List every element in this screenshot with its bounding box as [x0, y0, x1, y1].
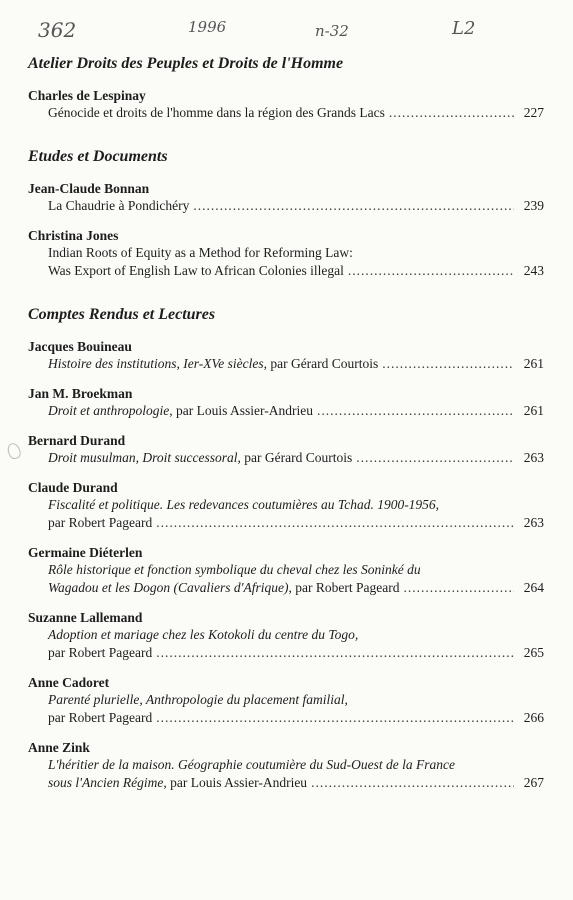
- entry-title-text: [48, 514, 152, 532]
- work-title: Parenté plurielle, Anthropologie du placement familial,: [48, 692, 348, 707]
- page-number: 267: [523, 775, 544, 790]
- entry-title-line: [28, 197, 544, 215]
- entry-text: , par Robert Pageard: [288, 580, 400, 595]
- dot-leader: [156, 709, 514, 727]
- entry-title-line: [28, 496, 544, 514]
- page-number: 261: [523, 356, 544, 371]
- entry-title-text: [48, 757, 455, 772]
- work-title: Droit musulman, Droit successoral: [48, 450, 238, 465]
- entry-author: Jan M. Broekman: [28, 386, 133, 401]
- entry-title-line: [28, 104, 544, 122]
- toc-entry: [28, 87, 544, 122]
- entry-text: par Robert Pageard: [48, 645, 153, 660]
- entry-title-text: [48, 562, 421, 577]
- toc-entry: [28, 227, 544, 280]
- entry-title-text: [48, 104, 385, 122]
- work-title: sous l'Ancien Régime: [48, 775, 164, 790]
- page-number: 243: [523, 263, 544, 278]
- section-title: Etudes et Documents: [28, 148, 168, 165]
- entry-title-line: [28, 691, 544, 709]
- entry-author: Claude Durand: [28, 480, 118, 495]
- entry-text: , par Louis Assier-Andrieu: [163, 775, 308, 790]
- page-number: 266: [523, 710, 544, 725]
- dot-leader: [389, 104, 514, 122]
- pencil-mark: [6, 441, 23, 460]
- handwritten-note: n-32: [315, 22, 349, 40]
- entry-title-line: [28, 579, 544, 597]
- entry-author: Jacques Bouineau: [28, 339, 132, 354]
- page-number: 227: [523, 105, 544, 120]
- toc-entry: [28, 544, 544, 597]
- work-title: Adoption et mariage chez les Kotokoli du centre du Togo,: [48, 627, 359, 642]
- table-of-contents: [24, 55, 544, 818]
- entry-title-line: [28, 626, 544, 644]
- dot-leader: [403, 579, 514, 597]
- entry-title-text: [48, 774, 307, 792]
- handwritten-note: L2: [452, 18, 476, 39]
- entry-author: Christina Jones: [28, 228, 119, 243]
- work-title: Fiscalité et politique. Les redevances coutumières au Tchad. 1900-1956,: [48, 497, 440, 512]
- page-number: 263: [523, 450, 544, 465]
- entry-title-text: [48, 197, 189, 215]
- entry-text: , par Gérard Courtois: [263, 356, 379, 371]
- dot-leader: [193, 197, 514, 215]
- entry-title-text: [48, 709, 152, 727]
- entry-title-line: [28, 449, 544, 467]
- page-number: 265: [523, 645, 544, 660]
- entry-title-line: [28, 244, 544, 262]
- entry-text: par Robert Pageard: [48, 710, 153, 725]
- work-title: Rôle historique et fonction symbolique du cheval chez les Soninké du: [48, 562, 421, 577]
- entry-title-text: [48, 355, 378, 373]
- entry-title-text: [48, 627, 358, 642]
- dot-leader: [356, 449, 514, 467]
- entry-title-line: [28, 355, 544, 373]
- entry-author: Suzanne Lallemand: [28, 610, 143, 625]
- work-title: Wagadou et les Dogon (Cavaliers d'Afrique): [48, 580, 289, 595]
- toc-entry: [28, 180, 544, 215]
- toc-section: [24, 306, 544, 792]
- dot-leader: [311, 774, 514, 792]
- entry-author: Charles de Lespinay: [28, 88, 146, 103]
- entry-title-line: [28, 514, 544, 532]
- handwritten-annotations: [0, 8, 573, 48]
- work-title: Histoire des institutions, Ier-XVe siècles: [48, 356, 264, 371]
- entry-title-line: [28, 402, 544, 420]
- page-number: 261: [523, 403, 544, 418]
- dot-leader: [317, 402, 514, 420]
- toc-section: [24, 148, 544, 280]
- entry-text: par Robert Pageard: [48, 515, 153, 530]
- entry-title-line: [28, 774, 544, 792]
- entry-author: Anne Cadoret: [28, 675, 110, 690]
- entry-title-text: [48, 402, 313, 420]
- entry-text: Génocide et droits de l'homme dans la région des Grands Lacs: [48, 105, 385, 120]
- entry-text: La Chaudrie à Pondichéry: [48, 198, 190, 213]
- handwritten-note: 1996: [188, 18, 227, 36]
- entry-author: Germaine Diéterlen: [28, 545, 143, 560]
- entry-title-line: [28, 709, 544, 727]
- entry-title-text: [48, 262, 344, 280]
- toc-entry: [28, 479, 544, 532]
- entry-title-text: [48, 579, 399, 597]
- entry-text: Indian Roots of Equity as a Method for Reforming Law:: [48, 245, 353, 260]
- page-number: 264: [523, 580, 544, 595]
- toc-section: [24, 55, 544, 122]
- section-title: Atelier Droits des Peuples et Droits de l'Homme: [28, 55, 344, 72]
- page-number: 239: [523, 198, 544, 213]
- work-title: L'héritier de la maison. Géographie coutumière du Sud-Ouest de la France: [48, 757, 455, 772]
- entry-title-text: [48, 692, 348, 707]
- entry-author: Bernard Durand: [28, 433, 126, 448]
- dot-leader: [348, 262, 514, 280]
- entry-text: , par Louis Assier-Andrieu: [169, 403, 313, 418]
- toc-entry: [28, 609, 544, 662]
- toc-entry: [28, 674, 544, 727]
- dot-leader: [382, 355, 514, 373]
- dot-leader: [156, 514, 514, 532]
- work-title: Droit et anthropologie: [48, 403, 170, 418]
- handwritten-note: 362: [38, 18, 77, 42]
- dot-leader: [156, 644, 514, 662]
- entry-text: , par Gérard Courtois: [237, 450, 353, 465]
- entry-text: Was Export of English Law to African Colonies illegal: [48, 263, 344, 278]
- entry-author: Jean-Claude Bonnan: [28, 181, 150, 196]
- entry-title-text: [48, 497, 439, 512]
- entry-title-line: [28, 644, 544, 662]
- entry-title-line: [28, 262, 544, 280]
- toc-entry: [28, 338, 544, 373]
- toc-entry: [28, 739, 544, 792]
- page-number: 263: [523, 515, 544, 530]
- entry-title-line: [28, 561, 544, 579]
- toc-entry: [28, 432, 544, 467]
- entry-title-text: [48, 644, 152, 662]
- entry-title-line: [28, 756, 544, 774]
- toc-entry: [28, 385, 544, 420]
- entry-title-text: [48, 449, 352, 467]
- entry-author: Anne Zink: [28, 740, 90, 755]
- section-title: Comptes Rendus et Lectures: [28, 306, 216, 323]
- entry-title-text: [48, 245, 353, 260]
